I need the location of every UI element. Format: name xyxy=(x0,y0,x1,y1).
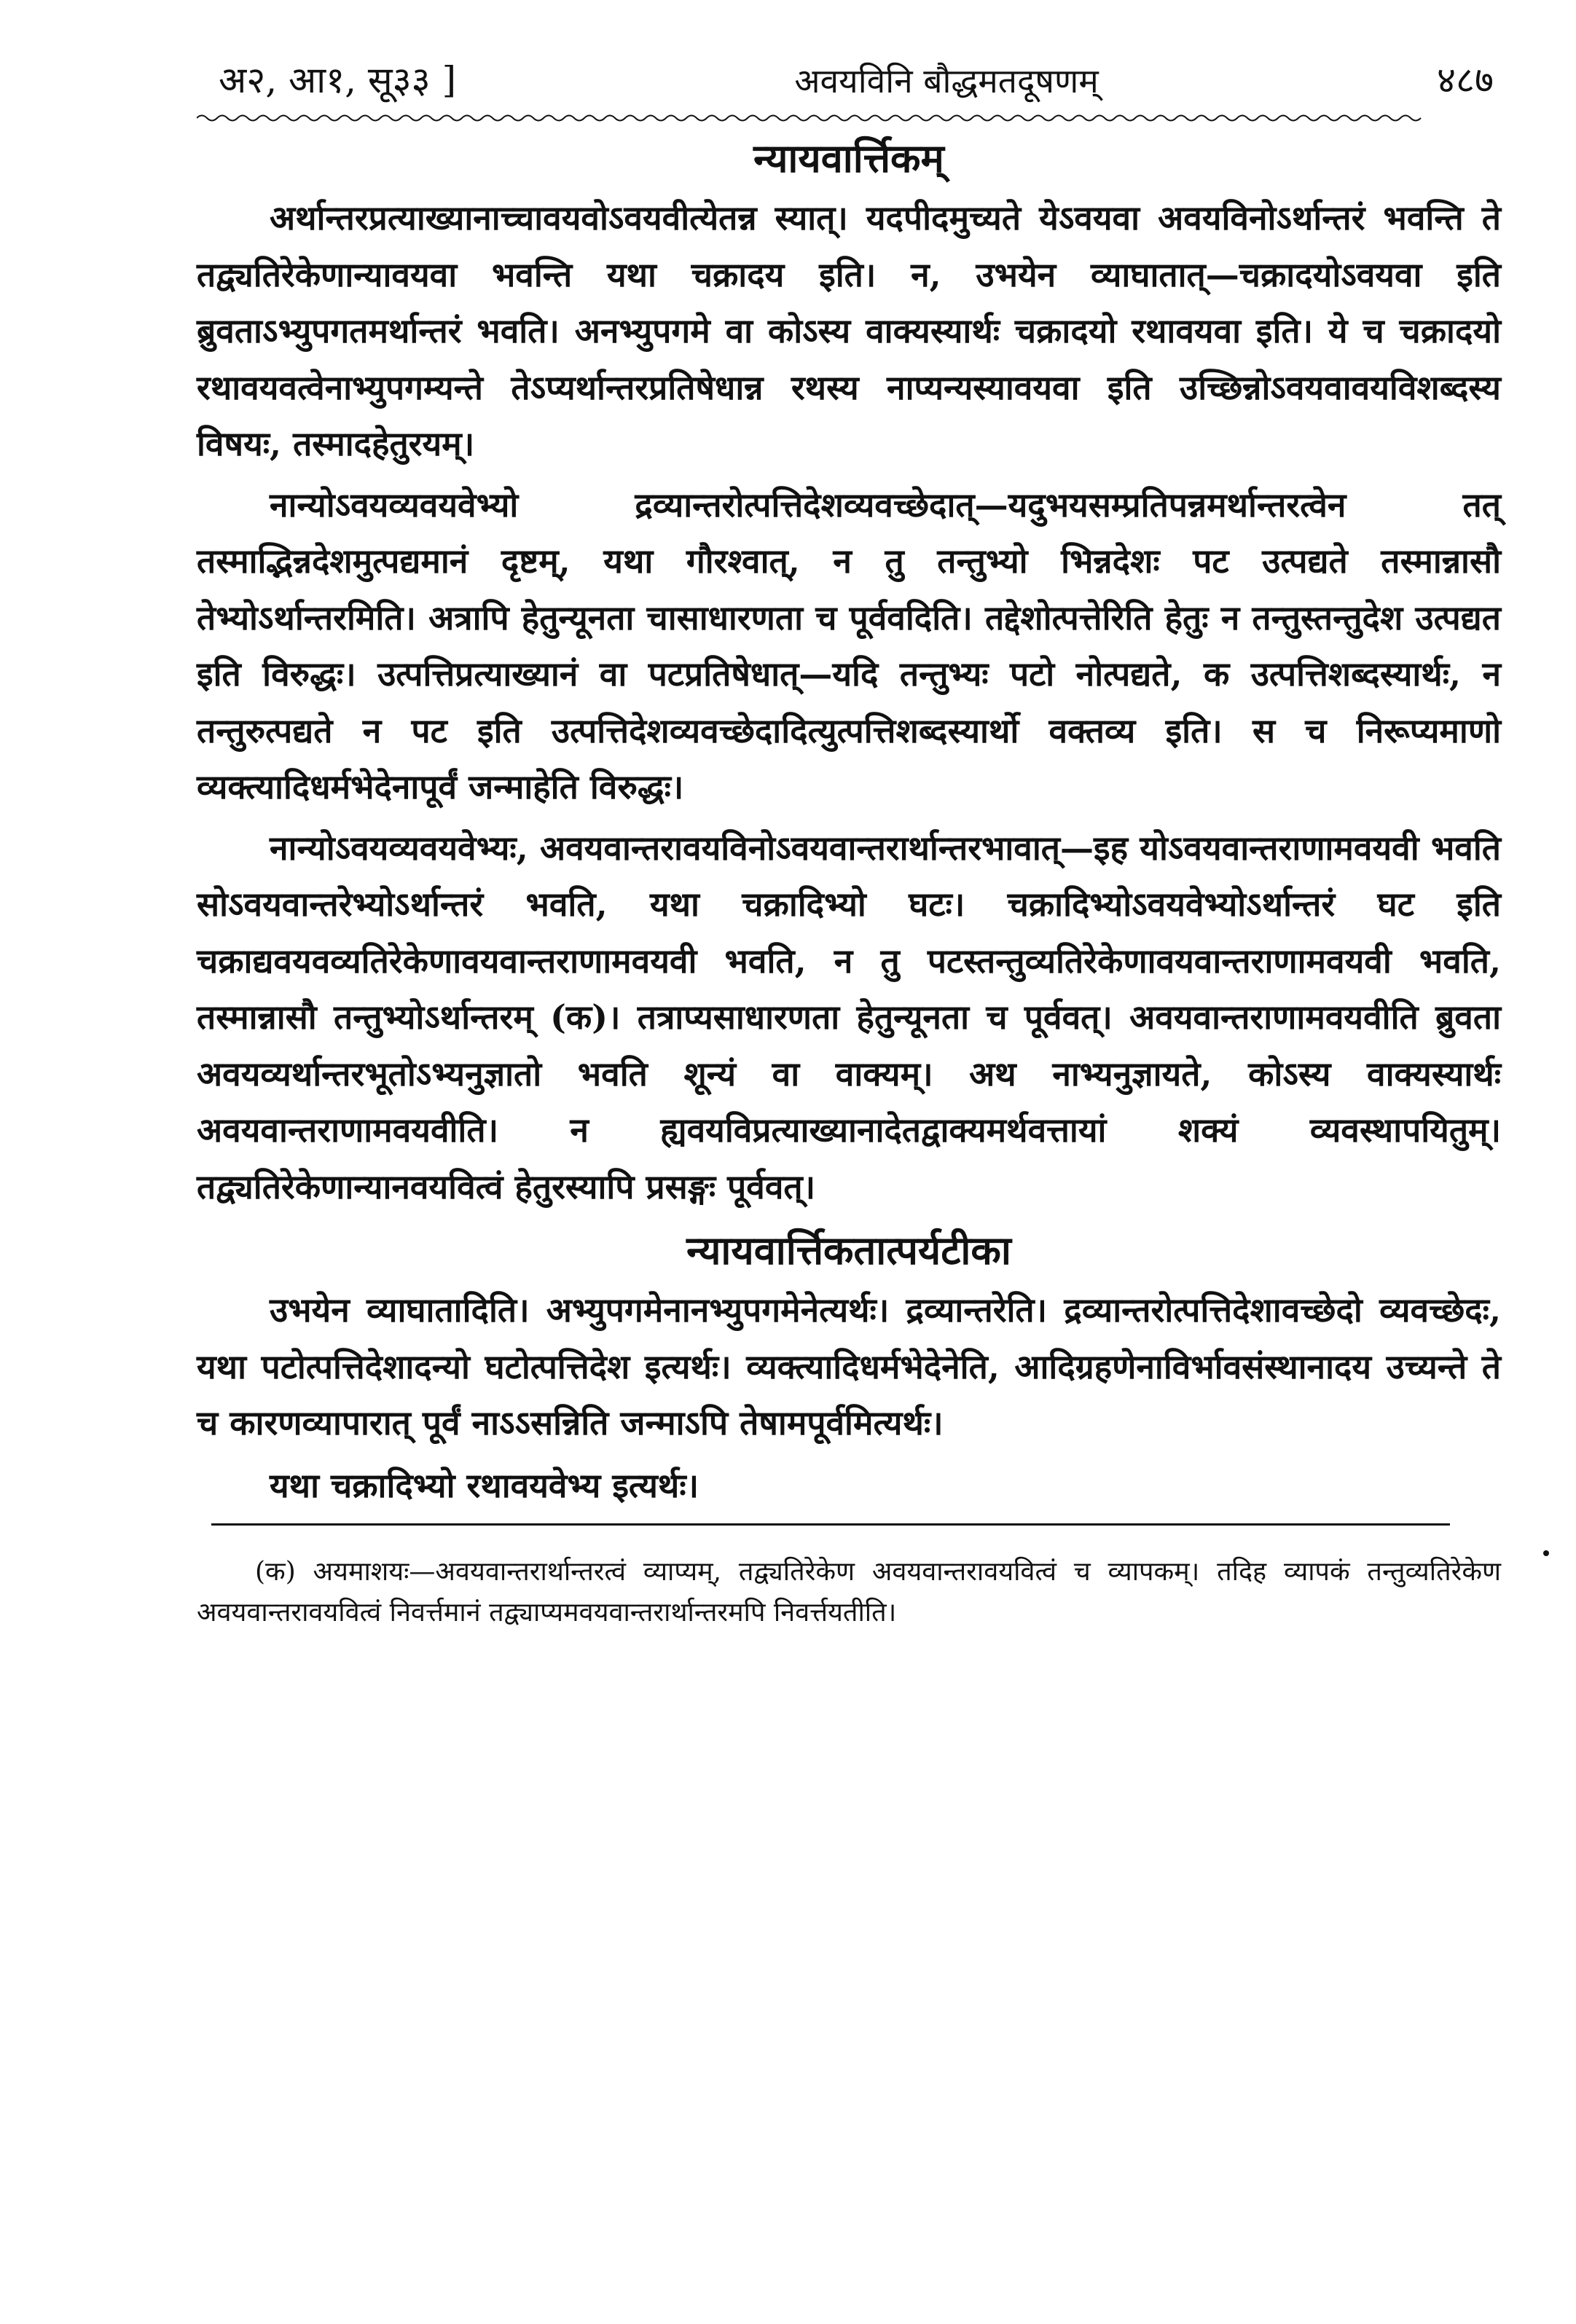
paragraph: उभयेन व्याघातादिति। अभ्युपगमेनानभ्युपगमेनेत्यर्थः। द्रव्यान्तरेति। द्रव्यान्तरोत्पत्तिदेशावच्छेदो व्यवच्छेदः, यथा पटोत्पत्तिदेशादन्यो घटोत्पत्तिदेश इत्यर्थः। व्यक्त्यादिधर्मभेदेनेति, आदिग्रहणेनाविर्भावसंस्थानादय उच्यन्ते ते च कारणव्यापारात् पूर्वं नाऽऽसन्निति जन्माऽपि तेषामपूर्वमित्यर्थः। xyxy=(197,1290,1501,1442)
section-heading: न्यायवार्त्तिकतात्पर्यटीका xyxy=(686,1227,1011,1273)
footnote: (क) अयमाशयः—अवयवान्तरार्थान्तरत्वं व्याप्यम्, तद्व्यतिरेकेण अवयवान्तरावयवित्वं च व्यापकम्। तदिह व्यापकं तन्तुव्यतिरेकेण अवयवान्तरावयवित्वं निवर्त्तमानं तद्व्याप्यमवयवान्तरार्थान्तरमपि निवर्त्तयतीति। xyxy=(197,1556,1501,1628)
page-number: ४८७ xyxy=(1436,59,1494,101)
running-header xyxy=(197,51,1501,110)
section-tatparyatika xyxy=(197,1222,1501,1515)
book-page xyxy=(197,51,1501,1660)
paragraph: अर्थान्तरप्रत्याख्यानाच्चावयवोऽवयवीत्येतन्न स्यात्। यदपीदमुच्यते येऽवयवा अवयविनोऽर्थान्तरं भवन्ति ते तद्व्यतिरेकेणान्यावयवा भवन्ति यथा चक्रादय इति। न, उभयेन व्याघातात्—चक्रादयोऽवयवा इति ब्रुवताऽभ्युपगतमर्थान्तरं भवति। अनभ्युपगमे वा कोऽस्य वाक्यस्यार्थः चक्रादयो रथावयवा इति। ये च चक्रादयो रथावयवत्वेनाभ्युपगम्यन्ते तेऽप्यर्थान्तरप्रतिषेधान्न रथस्य नाप्यन्यस्यावयवा इति उच्छिन्नोऽवयवावयविशब्दस्य विषयः, तस्मादहेतुरयम्। xyxy=(197,198,1501,463)
paragraph: नान्योऽवयव्यवयवेभ्यो द्रव्यान्तरोत्पत्तिदेशव्यवच्छेदात्—यदुभयसम्प्रतिपन्नमर्थान्तरत्वेन तत् तस्माद्भिन्नदेशमुत्पद्यमानं दृष्टम्, यथा गौरश्वात्, न तु तन्तुभ्यो भिन्नदेशः पट उत्पद्यते तस्मान्नासौ तेभ्योऽर्थान्तरमिति। अत्रापि हेतुन्यूनता चासाधारणता च पूर्ववदिति। तद्देशोत्पत्तेरिति हेतुः न तन्तुस्तन्तुदेश उत्पद्यत इति विरुद्धः। उत्पत्तिप्रत्याख्यानं वा पटप्रतिषेधात्—यदि तन्तुभ्यः पटो नोत्पद्यते, क उत्पत्तिशब्दस्यार्थः, न तन्तुरुत्पद्यते न पट इति उत्पत्तिदेशव्यवच्छेदादित्युत्पत्तिशब्दस्यार्थो वक्तव्य इति। स च निरूप्यमाणो व्यक्त्यादिधर्मभेदेनापूर्वं जन्माहेति विरुद्धः। xyxy=(197,484,1501,806)
section-nyayavartika xyxy=(197,130,1501,1215)
section-heading: न्यायवार्त्तिकम् xyxy=(753,135,944,181)
example-line: यथा चक्रादिभ्यो रथावयवेभ्य इत्यर्थः। xyxy=(270,1465,699,1505)
margin-dot xyxy=(1543,1550,1549,1556)
header-section-ref: अ२, आ१, सू३३ ] xyxy=(219,59,457,101)
header-title: अवयविनि बौद्धमतदूषणम् xyxy=(794,61,1099,101)
paragraph: नान्योऽवयव्यवयवेभ्यः, अवयवान्तरावयविनोऽवयवान्तरार्थान्तरभावात्—इह योऽवयवान्तराणामवयवी भवति सोऽवयवान्तरेभ्योऽर्थान्तरं भवति, यथा चक्रादिभ्यो घटः। चक्रादिभ्योऽवयवेभ्योऽर्थान्तरं घट इति चक्राद्यवयवव्यतिरेकेणावयवान्तराणामवयवी भवति, न तु पटस्तन्तुव्यतिरेकेणावयवान्तराणामवयवी भवति, तस्मान्नासौ तन्तुभ्योऽर्थान्तरम् (क)। तत्राप्यसाधारणता हेतुन्यूनता च पूर्ववत्। अवयवान्तराणामवयवीति ब्रुवता अवयव्यर्थान्तरभूतोऽभ्यनुज्ञातो भवति शून्यं वा वाक्यम्। अथ नाभ्यनुज्ञायते, कोऽस्य वाक्यस्यार्थः अवयवान्तराणामवयवीति। न ह्यवयविप्रत्याख्यानादेतद्वाक्यमर्थवत्तायां शक्यं व्यवस्थापयितुम्। तद्व्यतिरेकेणान्यानवयवित्वं हेतुरस्यापि प्रसङ्गः पूर्ववत्। xyxy=(197,828,1501,1206)
wavy-header-rule xyxy=(197,113,1501,123)
footnote-divider xyxy=(211,1523,1450,1526)
